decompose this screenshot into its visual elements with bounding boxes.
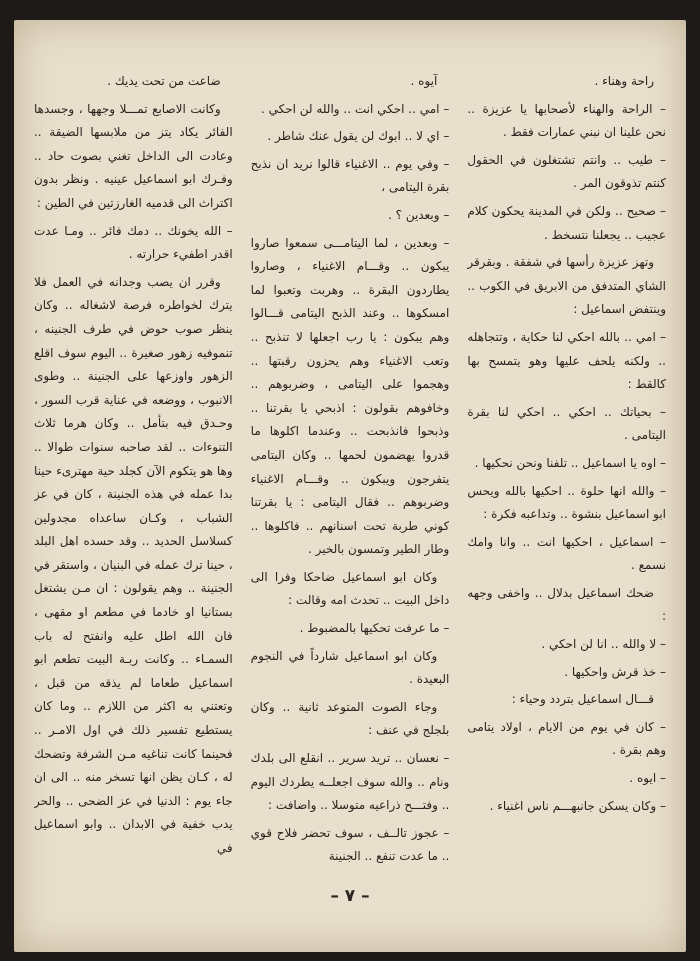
paragraph: – لا والله .. انا لن احكي . (541, 637, 666, 652)
paragraph: – امي .. احكي انت .. والله لن احكي . (260, 101, 450, 116)
paragraph: – كان في يوم من الايام ، اولاد يتامى وهم بقرة . (467, 719, 666, 758)
right-column (467, 70, 666, 878)
paragraph: وتهز عزيزة رأسها في شفقة . وبقرقر الشاي المتدفق من الابريق في الكوب .. وينتفض اسماعيل : (467, 255, 666, 317)
paragraph: – ما عرفت تحكيها بالمضبوط . (299, 621, 450, 636)
paragraph: – اوه يا اسماعيل .. تلفنا ونحن نحكيها . (474, 455, 666, 470)
paragraph: – بحياتك .. احكي .. احكي لنا بقرة اليتامى . (467, 404, 666, 443)
paragraph: – عجوز تالــف ، سوف تحضر فلاح قوي .. ما عدت تنفع .. الجنينة (250, 825, 450, 864)
paragraph: وكانت الاصابع تمـــلا وجهها ، وجسدها الفائر يكاد يتز من ملابسها الضيقة .. وعادت الى الداخل تغني بصوت حاد .. وفـرك ابو اسماعيل عينيه . ونظر بدون اكتراث الى قدميه الغارزتين في الطين : (33, 101, 233, 210)
paragraph: – خذ قرش واحكيها . (564, 664, 666, 679)
paragraph: وجاء الصوت المتوعد ثانية .. وكان بلجلج في عنف : (250, 699, 450, 738)
paragraph: – الراحة والهناء لأصحابها يا عزيزة .. نحن علينا ان نبني عمارات فقط . (467, 101, 666, 140)
paragraph: ضحك اسماعيل بدلال .. واخفى وجهه : (467, 585, 666, 624)
paragraph: – وفي يوم .. الاغنياء قالوا نريد ان نذبح بقرة اليتامى ، (250, 156, 450, 195)
paragraph: – اسماعيل ، احكيها انت .. وانا وامك نسمع . (467, 534, 666, 573)
paragraph: – امي .. بالله احكي لنا حكاية ، وتتجاهله .. ولكنه يلحف عليها وهو يتمسح بها كالقط : (467, 329, 666, 392)
paragraph: وقرر ان يصب وجدانه في العمل فلا يترك لخواطره فرصة لاشغاله .. وكان ينظر صوب حوض في طرف الجنينه ، تنموفيه زهور صغيرة .. اليوم سوف اقلع الزهور واوزعها على الجنينة .. وطوى الانبوب ، ووضعه في عناية قرب السور ، وحـدق فيه بتأمل .. وكان هرما ثلاث التنوءات .. لقد صاحبه سنوات طوالا .. وها هو يتكوم الآن كجلد حية مهترىء حينا بدا عمله في هذه الجنينة ، كان في عز الشباب ، وكـان ساعداه مجدولين كسلاسل الحديد .. وقد حسده اهل البلد ، حينا ترك عمله في البنيان ، واستقر في الجنينة .. وهم يقولون : ان مـن يشتغل بستانيا او خادما في مطعم او مقهى ، فان الله اطل عليه وانفتح له باب السمـاء .. وكانت ربـة البيت تطعم ابو اسماعيل طعاما لم يذقه من قبل ، وتعتني به اكثر من اللازم .. وما كان يستطيع تفسير ذلك في اول الامـر .. فحينما كانت تناغيه مـن الشرفة وتضحك له ، كـان يظن انها تسخر منه .. الى ان جاء يوم : الدنيا في عز الضحى .. والحر يدب خفية في الابدان .. وابو اسماعيل في (33, 274, 233, 855)
paragraph: – وكان يسكن جانبهـــم ناس اغنياء . (489, 798, 666, 813)
paragraph: – صحيح .. ولكن في المدينة يحكون كلام عجيب .. يجعلنا نتسخط . (467, 203, 666, 242)
paragraph: وكان ابو اسماعيل شارداً في النجوم البعيدة . (250, 648, 450, 687)
paragraph: قـــال اسماعيل بتردد وحياء : (511, 692, 654, 707)
paragraph: ضاعت من تحت يديك . (107, 74, 221, 88)
paragraph: – والله انها حلوة .. احكيها بالله ويحس ابو اسماعيل بنشوة .. وتداعبه فكرة : (467, 483, 666, 522)
text-columns (34, 70, 666, 878)
paragraph: – نعسان .. تريد سرير .. انقلع الى بلدك ونام .. والله سوف اجعلــه يطردك اليوم .. وفتـــح ذراعيه متوسلا .. واضافت : (250, 751, 450, 813)
paragraph: – ايوه . (629, 771, 666, 786)
paragraph: وكان ابو اسماعيل ضاحكا وفرا الى داخل البيت .. تحدث امه وقالت : (250, 569, 450, 608)
left-column (34, 70, 233, 878)
paragraph: – اي لا .. ابوك لن يقول عنك شاطر . (267, 129, 450, 144)
paragraph: – الله يخونك .. دمك فائر .. ومـا عدت اقدر اطفيء حرارته . (33, 223, 233, 262)
paragraph: – وبعدين ؟ . (388, 207, 450, 222)
paragraph: آيوه . (410, 74, 438, 88)
paragraph: راحة وهناء . (594, 74, 654, 88)
middle-column (251, 70, 450, 878)
paragraph: – وبعدين ، لما اليتامـــى سمعوا صاروا يبكون .. وقـــام الاغنياء ، وصاروا يطاردون البقرة .. وهربت وتعبوا لما امسكوها .. وعند الذبح اليتامى قـــالوا وهم يبكون : يا رب اجعلها لا تنذبح .. وتعب الاغنياء وهم يحزون رقبتها .. وهجموا على اليتامى ، وضربوهم .. وخافوهم بقولون : اذبحي يا بقرتنا .. وذبحوا فانذبحت .. وعندما اكلوها ما قدروا يهضمون لحمها .. وكان اليتامى يتفرجون ويبكون .. وقـــام الاغنياء وضربوهم .. فقال اليتامى : يا بقرتنا كوني طربة تحت اسنانهم .. فاكلوها .. وطار الطير وتمسون بالخير . (250, 235, 450, 557)
paragraph: – طيب .. وانتم تشتغلون في الحقول كنتم تذوقون المر . (467, 152, 666, 191)
magazine-page (14, 20, 686, 952)
page-number: – ٧ – (330, 886, 370, 906)
